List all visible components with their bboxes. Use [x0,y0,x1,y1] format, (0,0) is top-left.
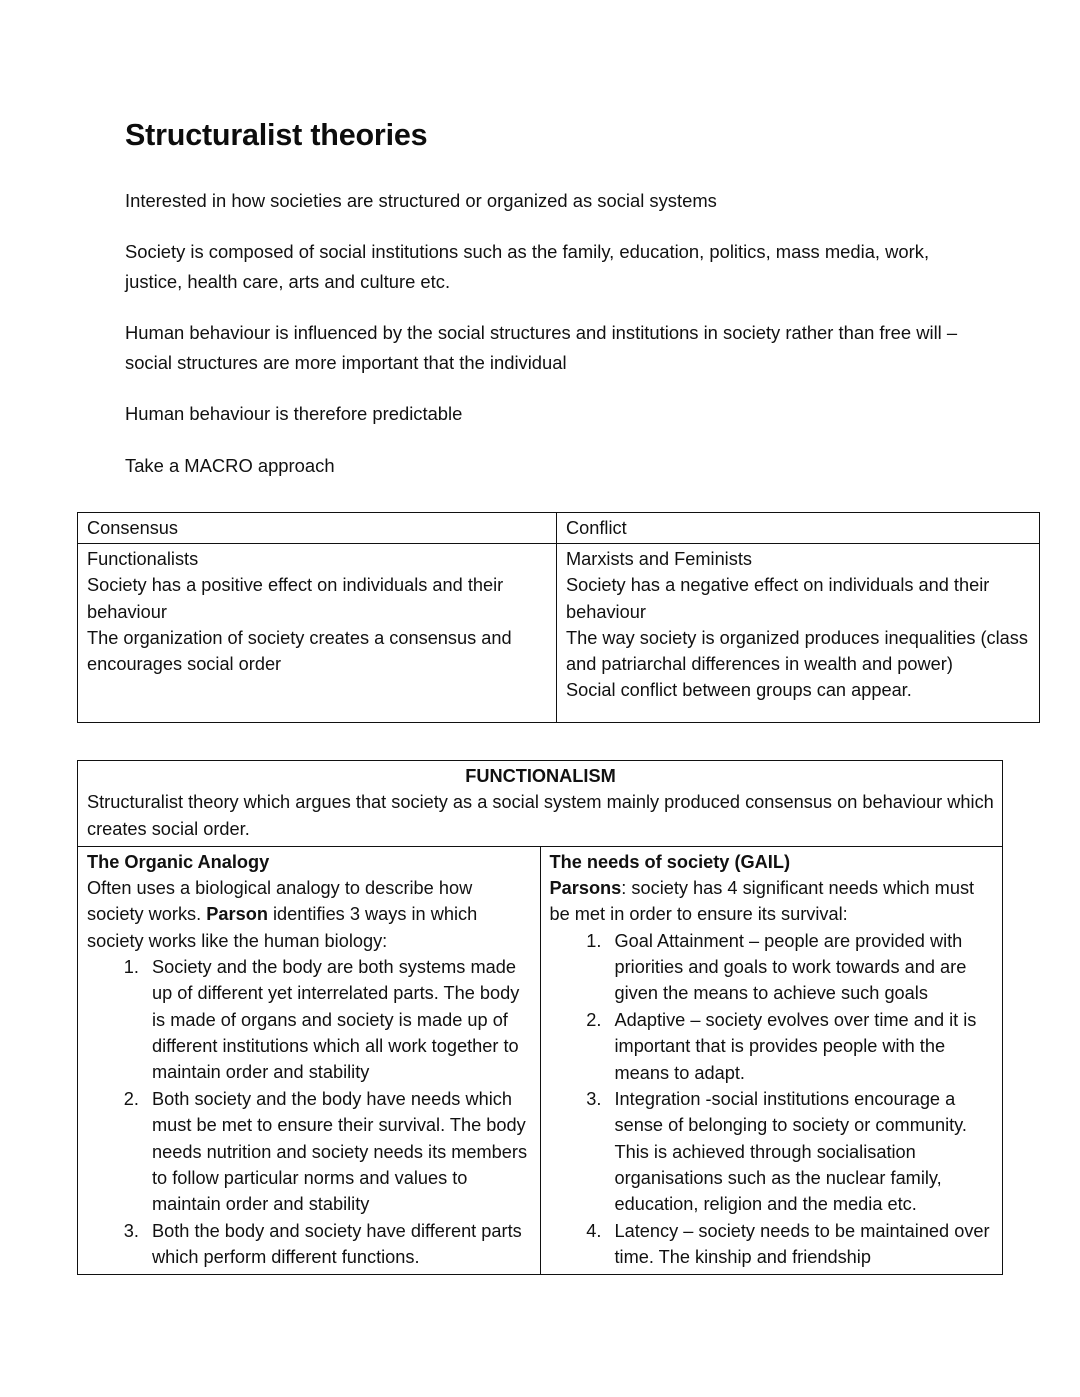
intro-paragraph-2: Society is composed of social institutions such as the family, education, politics, mass media, work, justice, health care, arts and culture etc. [125,241,930,292]
table-row [78,544,1040,723]
conflict-line-1: Marxists and Feminists [566,549,752,570]
organic-intro-part-1: Often uses a biological analogy to describe how society works. [87,878,473,925]
needs-of-society-heading: The needs of society (GAIL) [549,851,791,872]
functionalism-title: FUNCTIONALISM [465,766,616,787]
conflict-line-3: The way society is organized produces inequalities (class and patriarchal differences in wealth and power) [566,627,1028,675]
list-item: 1. Society and the body are both systems made up of different yet interrelated parts. The body is made of organs and society is made up of different institutions which all work together to maintain order and stability [144,954,532,1086]
conflict-line-4: Social conflict between groups can appear. [566,680,912,701]
list-item: 1. Goal Attainment – people are provided with priorities and goals to work towards and are given the means to achieve such goals [607,928,995,1007]
organic-intro-part-2: identifies 3 ways in which society works like the human biology: [87,904,478,951]
organic-analogy-intro [87,875,532,954]
organic-analogy-heading: The Organic Analogy [87,851,270,872]
functionalism-table [77,760,1003,1274]
needs-of-society-cell [540,846,1003,1274]
needs-of-society-list [550,928,995,1271]
table-gap [77,723,1003,760]
table-row-header [78,513,1040,544]
functionalism-title-row [78,761,1003,847]
intro-paragraph-5: Take a MACRO approach [125,454,335,476]
table-cell-consensus [78,544,557,723]
parson-bold: Parson [206,904,268,925]
intro-paragraph-4: Human behaviour is therefore predictable [125,403,463,425]
conflict-line-2: Society has a negative effect on individuals and their behaviour [566,575,990,622]
needs-intro-part-2: : society has 4 significant needs which must be met in order to ensure its survival: [549,878,975,925]
list-item: 2. Both society and the body have needs which must be met to ensure their survival. The body needs nutrition and society needs its members to follow particular norms and values to maintain order and stability [144,1086,532,1218]
consensus-line-3: The organization of society creates a consensus and encourages social order [87,627,512,675]
list-item: 3. Both the body and society have different parts which perform different functions. [144,1218,532,1271]
document-content [77,118,1028,1275]
list-item: 2. Adaptive – society evolves over time and it is important that is provides people with the means to adapt. [607,1007,995,1086]
consensus-conflict-table [77,512,1040,723]
functionalism-title-cell [78,761,1003,847]
table-header-conflict: Conflict [557,513,1040,544]
consensus-line-2: Society has a positive effect on individuals and their behaviour [87,575,504,622]
list-item: 4. Latency – society needs to be maintained over time. The kinship and friendship [607,1218,995,1271]
organic-analogy-list [87,954,532,1271]
intro-paragraph-3: Human behaviour is influenced by the social structures and institutions in society rather than free will – social structures are more important that the individual [125,322,958,373]
table-header-consensus: Consensus [78,513,557,544]
page-title: Structuralist theories [125,118,428,152]
list-item: 3. Integration -social institutions encourage a sense of belonging to society or community. This is achieved through socialisation organisations such as the nuclear family, education, religion and the media etc. [607,1086,995,1218]
functionalism-body-row [78,846,1003,1274]
table-cell-conflict [557,544,1040,723]
functionalism-description: Structuralist theory which argues that society as a social system mainly produced consensus on behaviour which creates social order. [87,792,994,840]
intro-paragraph-1: Interested in how societies are structured or organized as social systems [125,189,717,211]
organic-analogy-cell [78,846,541,1274]
needs-of-society-intro [550,875,995,927]
consensus-line-1: Functionalists [87,549,199,570]
parsons-bold: Parsons [549,878,622,899]
